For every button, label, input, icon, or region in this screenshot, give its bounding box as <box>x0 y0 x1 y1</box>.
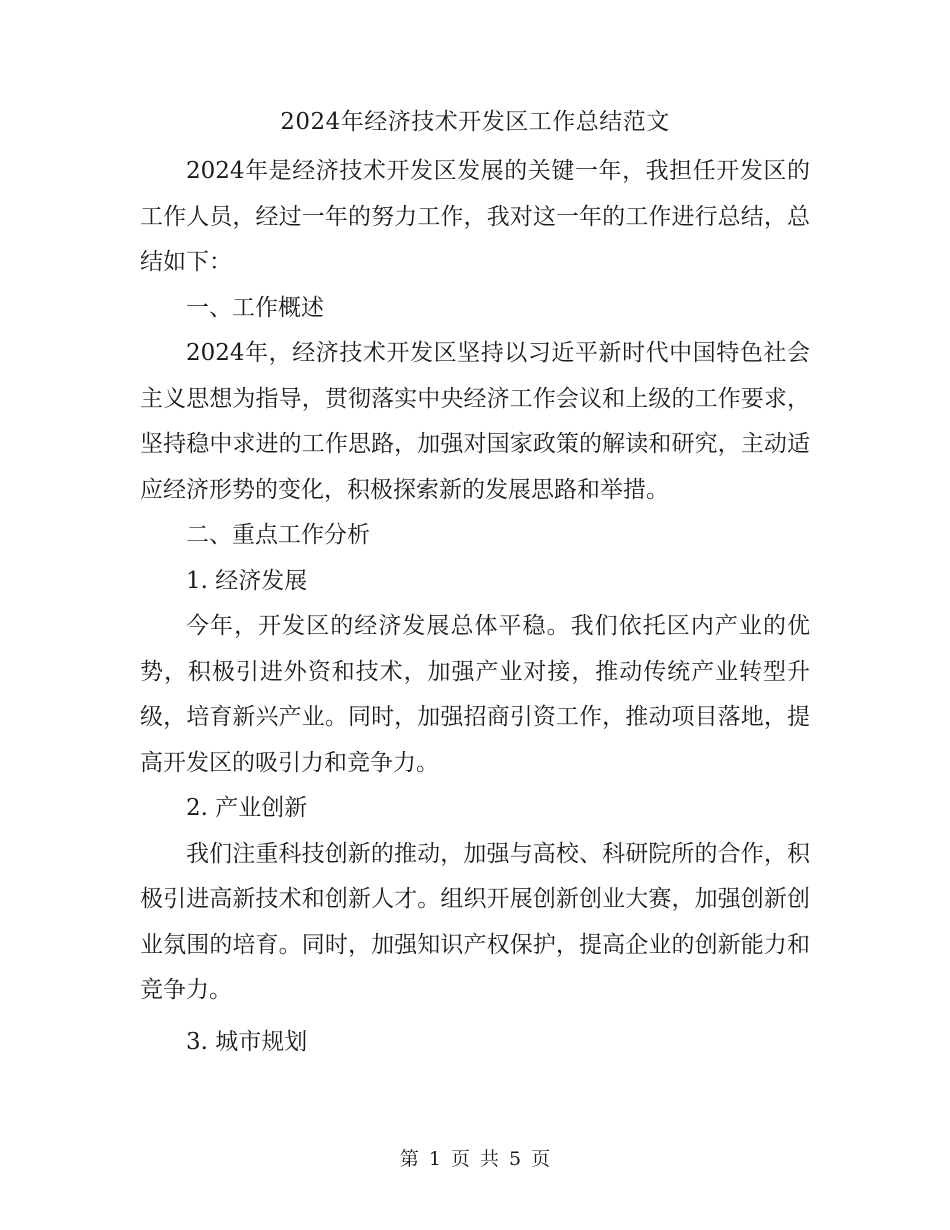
page-number-footer: 第 1 页 共 5 页 <box>399 1148 551 1170</box>
innovation-paragraph: 我们注重科技创新的推动，加强与高校、科研院所的合作，积极引进高新技术和创新人才。组织开展创新创业大赛，加强创新创业氛围的培育。同时，加强知识产权保护，提高企业的创新能力和竞争力。 <box>140 840 810 1003</box>
overview-paragraph: 2024年，经济技术开发区坚持以习近平新时代中国特色社会主义思想为指导，贯彻落实中央经济工作会议和上级的工作要求，坚持稳中求进的工作思路，加强对国家政策的解读和研究，主动适应经济形势的变化，积极探索新的发展思路和举措。 <box>140 340 810 503</box>
economy-paragraph: 今年，开发区的经济发展总体平稳。我们依托区内产业的优势，积极引进外资和技术，加强产业对接，推动传统产业转型升级，培育新兴产业。同时，加强招商引资工作，推动项目落地，提高开发区的吸引力和竞争力。 <box>140 613 810 776</box>
subsection-heading-economy: 1. 经济发展 <box>186 567 308 594</box>
section-heading-key-work: 二、重点工作分析 <box>186 522 370 548</box>
subsection-heading-innovation: 2. 产业创新 <box>186 795 308 821</box>
section-heading-overview: 一、工作概述 <box>186 294 324 321</box>
intro-paragraph: 2024年是经济技术开发区发展的关键一年，我担任开发区的工作人员，经过一年的努力工作，我对这一年的工作进行总结，总结如下： <box>140 158 810 275</box>
document-title: 2024年经济技术开发区工作总结范文 <box>280 109 670 135</box>
subsection-heading-urban-planning: 3. 城市规划 <box>186 1028 308 1055</box>
document-body <box>140 149 810 1065</box>
